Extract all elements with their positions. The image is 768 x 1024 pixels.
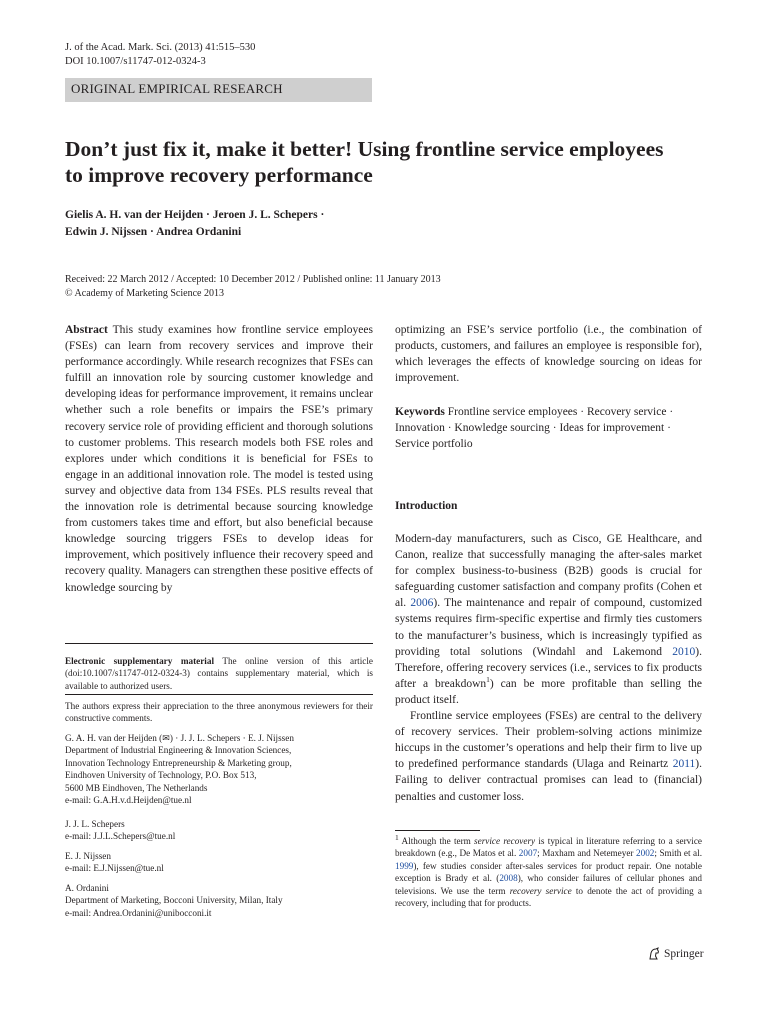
affiliation-line: Eindhoven University of Technology, P.O. Box 513, — [65, 770, 257, 781]
email-link[interactable]: e-mail: E.J.Nijssen@tue.nl — [65, 863, 164, 874]
citation-link[interactable]: 2011 — [672, 758, 696, 771]
keywords-heading: Keywords — [395, 406, 445, 418]
keywords — [395, 404, 702, 452]
article-title: Don’t just fix it, make it better! Using frontline service employees to improve recovery performance — [65, 137, 664, 187]
section-banner-label: ORIGINAL EMPIRICAL RESEARCH — [71, 81, 283, 96]
affiliation-line: Department of Marketing, Bocconi University, Milan, Italy — [65, 895, 283, 906]
author-line-2: Edwin J. Nijssen · Andrea Ordanini — [65, 226, 242, 238]
introduction-body — [395, 531, 702, 805]
publisher-name: Springer — [664, 948, 704, 960]
affiliation-block-3 — [65, 850, 373, 875]
esm-text: The online version of this article (doi:10.1007/s11747-012-0324-3) contains supplementary material, which is available to authorized users. — [65, 656, 373, 691]
affiliation-block-1 — [65, 732, 373, 806]
supplementary-note — [65, 655, 373, 692]
footnote-divider — [395, 830, 480, 831]
ack-divider — [65, 694, 373, 695]
section-banner — [65, 78, 372, 102]
affiliation-block-2 — [65, 818, 373, 843]
author-list — [65, 207, 324, 241]
abstract-heading: Abstract — [65, 324, 108, 336]
affiliation-line: Innovation Technology Entrepreneurship & Marketing group, — [65, 757, 292, 768]
affiliation-line: 5600 MB Eindhoven, The Netherlands — [65, 782, 208, 793]
paragraph: Modern-day manufacturers, such as Cisco, GE Healthcare, and Canon, realize that successfully managing the after-sales market for complex business-to-business (B2B) goods is crucial for safeguarding customer satisfaction and company profits (Cohen et al. 2006). The maintenance and repair of compound, customized systems requires firm-specific expertise and firmly ties customers to the manufacturer’s business, which is increasingly typified as providing total solutions (Windahl and Lakemond 2010). Therefore, offering recovery services (i.e., services to fix products after a breakdown$^1$) can be more profitable than selling the product itself. — [395, 533, 702, 706]
email-link[interactable]: e-mail: Andrea.Ordanini@unibocconi.it — [65, 907, 212, 918]
email-link[interactable]: e-mail: J.J.L.Schepers@tue.nl — [65, 831, 176, 842]
keywords-text: Frontline service employees · Recovery service · Innovation · Knowledge sourcing · Ideas for improvement · Service portfolio — [395, 406, 674, 451]
citation-link[interactable]: 2007 — [518, 848, 538, 859]
citation-link[interactable]: 2010 — [672, 645, 696, 658]
received-dates: Received: 22 March 2012 / Accepted: 10 December 2012 / Published online: 11 January 2013 — [65, 274, 441, 285]
section-heading-introduction: Introduction — [395, 500, 458, 512]
publication-dates — [65, 273, 441, 301]
footnote-marker[interactable]: 1 — [486, 675, 490, 685]
copyright-line: © Academy of Marketing Science 2013 — [65, 288, 224, 299]
journal-line: J. of the Acad. Mark. Sci. (2013) 41:515–530 — [65, 42, 256, 53]
email-link[interactable]: e-mail: G.A.H.v.d.Heijden@tue.nl — [65, 795, 192, 806]
affiliation-line: G. A. H. van der Heijden (✉) · J. J. L. Schepers · E. J. Nijssen — [65, 733, 294, 743]
journal-citation — [65, 41, 255, 69]
abstract-body: This study examines how frontline service employees (FSEs) can learn from recovery services and improve their performance accordingly. While research recognizes that FSEs can fulfill an innovation role by sourcing customer knowledge and developing ideas for performance improvement, it remains unclear whether such a role benefits or impairs the FSE’s primary recovery service role of providing efficient and thorough solutions to customer problems. This research models both FSE roles and explores under which conditions it is beneficial for FSEs to engage in an additional innovation role. The model is tested using survey and objective data from 134 FSEs. PLS results reveal that the innovation role is detrimental because sourcing knowledge from customers takes time and effort, but also beneficial because knowledge sourcing triggers FSEs to develop ideas for improvement, which positively influence their recovery speed and recovery quality. Managers can strengthen these positive effects of knowledge sourcing by — [65, 324, 373, 594]
citation-link[interactable]: 2008 — [499, 873, 518, 884]
publisher-logo — [647, 946, 704, 962]
abstract — [65, 322, 373, 596]
abstract-continuation: optimizing an FSE’s service portfolio (i.e., the combination of products, customers, and failures an employee is responsible for), which leverages the effects of knowledge sourcing on ideas for improvement. — [395, 324, 702, 385]
footnote-1: $^1$ Although the term service recovery is typical in literature referring to a service breakdown (e.g., De Matos et al. 2007; Maxham and Netemeyer 2002; Smith et al. 1999), few studies consider after-sales services for product repair. One notable exception is Brady et al. (2008), who consider failures of cellular phones and televisions. We use the term recovery service to denote the act of providing a recovery, including that for products. — [395, 832, 703, 909]
paragraph: Frontline service employees (FSEs) are central to the delivery of recovery services. Their problem-solving actions minimize hiccups in the customer’s operations and help their firm to live up to predefined performance standards (Ulaga and Reinartz 2011). Failing to deliver contractual promises can lead to (financial) penalties and customer loss. — [395, 710, 702, 803]
doi-line: DOI 10.1007/s11747-012-0324-3 — [65, 56, 206, 67]
affiliation-line: E. J. Nijssen — [65, 851, 111, 861]
affiliation-block-4 — [65, 882, 373, 919]
affiliation-line: Department of Industrial Engineering & Innovation Sciences, — [65, 745, 292, 756]
affiliation-line: J. J. L. Schepers — [65, 819, 125, 829]
acknowledgement: The authors express their appreciation to the three anonymous reviewers for their constructive comments. — [65, 701, 373, 724]
affiliation-line: A. Ordanini — [65, 883, 109, 893]
citation-link[interactable]: 1999 — [395, 860, 414, 871]
citation-link[interactable]: 2002 — [636, 848, 655, 859]
esm-heading: Electronic supplementary material — [65, 656, 214, 666]
footnote-divider — [65, 643, 373, 644]
author-line-1: Gielis A. H. van der Heijden · Jeroen J. L. Schepers · — [65, 209, 325, 221]
springer-horse-icon — [647, 947, 661, 961]
citation-link[interactable]: 2006 — [410, 597, 434, 610]
